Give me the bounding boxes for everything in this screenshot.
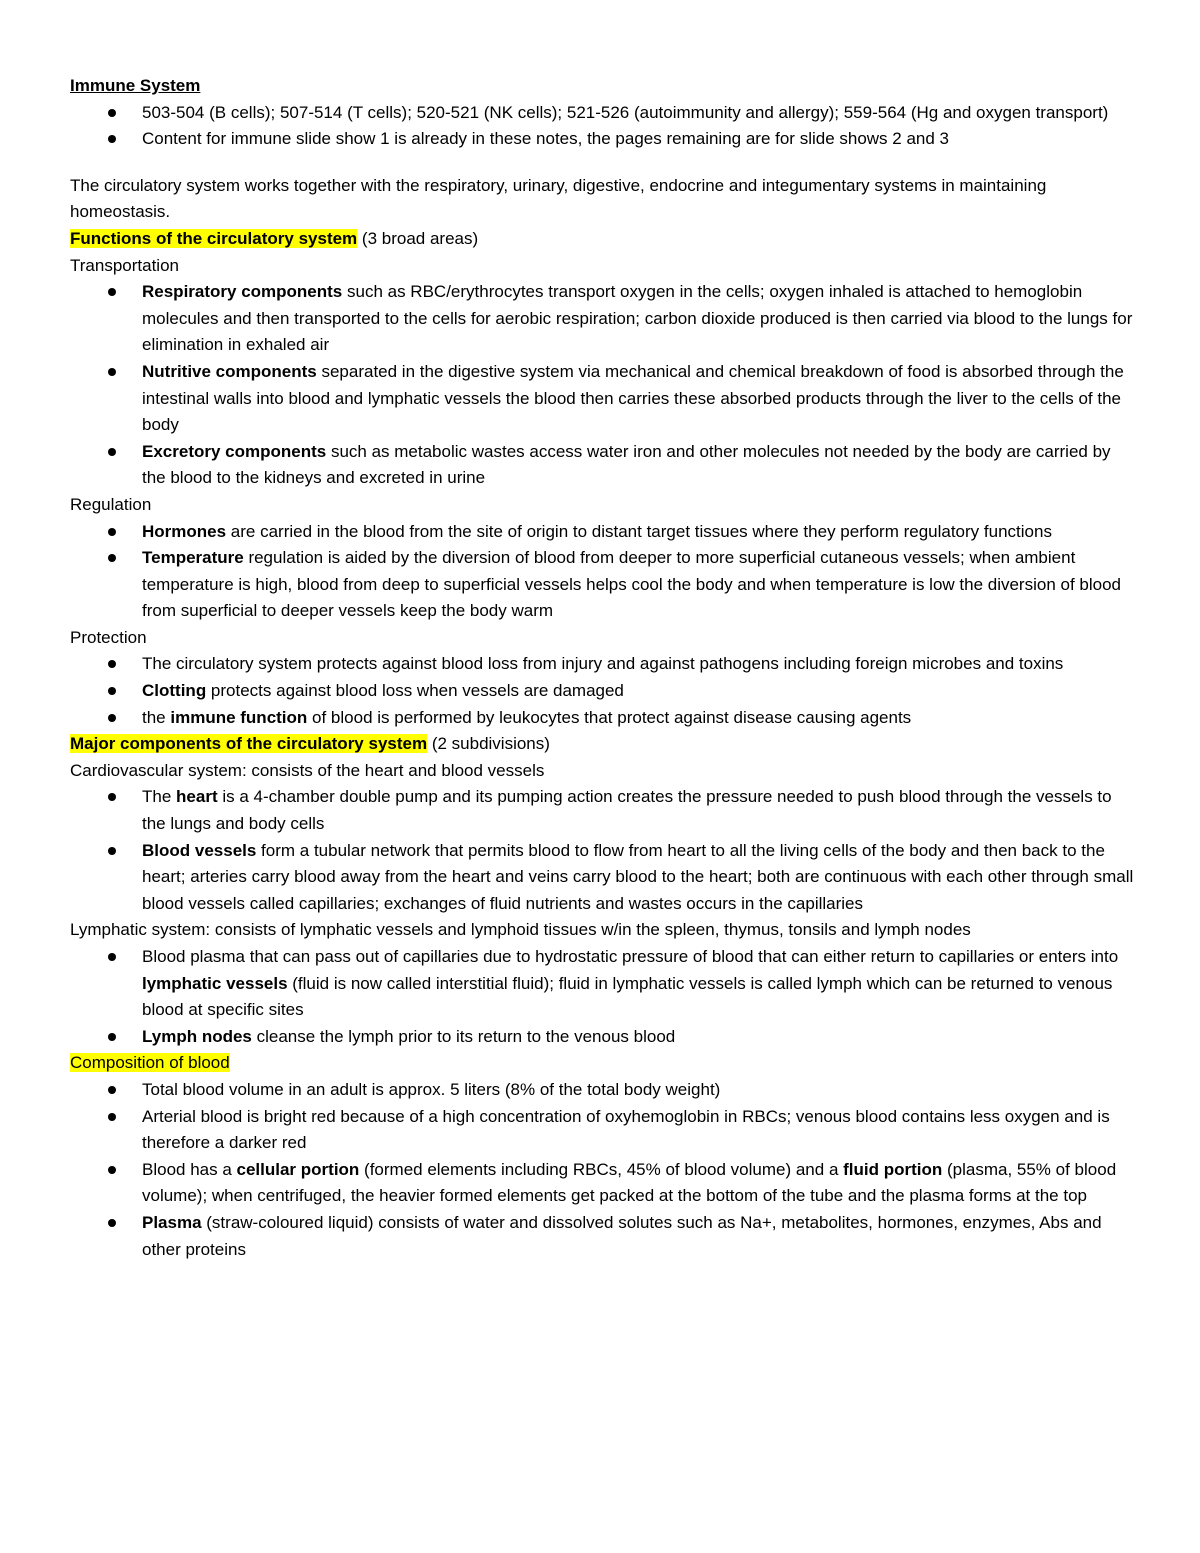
term: immune function [170,707,308,727]
spacer [70,153,1135,173]
subheading-lymphatic: Lymphatic system: consists of lymphatic vessels and lymphoid tissues w/in the spleen, thymus, tonsils and lymph nodes [70,920,971,940]
bullet-icon [108,714,116,722]
term: Plasma [142,1212,202,1232]
list-item [70,126,1135,153]
term: Temperature [142,548,244,568]
bullet-icon [108,528,116,536]
term: Respiratory components [142,282,343,302]
item-prefix: The [142,787,177,807]
item-text: are carried in the blood from the site of origin to distant target tissues where they perform regulatory functions [226,521,1052,541]
bullet-icon [108,1113,116,1121]
subheading-regulation: Regulation [70,494,152,514]
highlighted-heading: Major components of the circulatory system [70,734,428,754]
list-item [70,838,1135,918]
transport-list [70,279,1135,492]
document-body [70,73,1135,1263]
bullet-icon [108,687,116,695]
heading-composition [70,1050,1135,1077]
section-title-immune: Immune System [70,76,201,95]
heading-note: (2 subdivisions) [427,734,550,754]
term: Lymph nodes [142,1026,252,1046]
list-item [70,651,1135,678]
bullet-icon [108,135,116,143]
highlighted-heading: Functions of the circulatory system [70,228,358,248]
item-text: of blood is performed by leukocytes that protect against disease causing agents [307,707,912,727]
term: Blood vessels [142,840,257,860]
list-item [70,439,1135,492]
item-text: (straw-coloured liquid) consists of water and dissolved solutes such as Na+, metabolites, hormones, enzymes, Abs and other proteins [142,1212,1102,1259]
list-item [70,1077,1135,1104]
bullet-icon [108,368,116,376]
bullet-icon [108,660,116,668]
item-text: form a tubular network that permits blood to flow from heart to all the living cells of the body and then back to the heart; arteries carry blood away from the heart and veins carry blood to the heart; both are continuous with each other through small blood vessels called capillaries; exchanges of fluid nutrients and wastes occurs in the capillaries [142,840,1134,913]
highlighted-heading: Composition of blood [70,1053,230,1073]
bullet-icon [108,1033,116,1041]
bullet-icon [108,953,116,961]
item-prefix: Blood plasma that can pass out of capillaries due to hydrostatic pressure of blood that can either return to capillaries or enters into [142,947,1119,966]
list-item [70,944,1135,1024]
bullet-icon [108,109,116,117]
regulation-list [70,519,1135,625]
list-item [70,1210,1135,1263]
item-text: regulation is aided by the diversion of blood from deeper to more superficial cutaneous vessels; when ambient temperature is high, blood from deep to superficial vessels helps cool the body and when temperature is low the diversion of blood from superficial to deeper vessels keep the body warm [142,548,1122,621]
item-text: cleanse the lymph prior to its return to the venous blood [251,1026,676,1046]
heading-components [70,731,1135,758]
cardio-list [70,784,1135,917]
item-prefix: the [142,707,171,727]
subheading-transportation: Transportation [70,255,179,275]
list-item [70,359,1135,439]
list-item [70,784,1135,837]
subheading-protection: Protection [70,627,147,647]
item-prefix: Blood has a [142,1159,237,1179]
heading-note: (3 broad areas) [357,228,479,248]
intro-paragraph: The circulatory system works together with the respiratory, urinary, digestive, endocrine and integumentary systems in maintaining homeostasis. [70,175,1047,222]
lymph-list [70,944,1135,1050]
bullet-icon [108,554,116,562]
subheading-cardiovascular: Cardiovascular system: consists of the heart and blood vessels [70,760,545,780]
item-text: (fluid is now called interstitial fluid); fluid in lymphatic vessels is called lymph which can be returned to venous blood at specific sites [142,973,1113,1020]
protection-list [70,651,1135,731]
item-text: Arterial blood is bright red because of a high concentration of oxyhemoglobin in RBCs; venous blood contains less oxygen and is therefore a darker red [142,1106,1110,1153]
list-item [70,1157,1135,1210]
term: Excretory components [142,441,327,461]
list-item [70,279,1135,359]
term: Hormones [142,521,227,541]
bullet-icon [108,288,116,296]
composition-list [70,1077,1135,1263]
item-middle: (formed elements including RBCs, 45% of blood volume) and a [359,1159,844,1179]
list-item [70,519,1135,546]
item-text: Total blood volume in an adult is approx. 5 liters (8% of the total body weight) [142,1079,721,1099]
list-item [70,705,1135,732]
immune-list [70,100,1135,153]
bullet-icon [108,793,116,801]
heading-functions [70,226,1135,253]
bullet-icon [108,448,116,456]
item-text: 503-504 (B cells); 507-514 (T cells); 520-521 (NK cells); 521-526 (autoimmunity and allergy); 559-564 (Hg and oxygen transport) [142,102,1109,122]
list-item [70,545,1135,625]
list-item [70,1024,1135,1051]
item-text: The circulatory system protects against blood loss from injury and against pathogens including foreign microbes and toxins [142,654,1064,674]
bullet-icon [108,1219,116,1227]
term: heart [176,787,218,807]
list-item [70,1104,1135,1157]
bullet-icon [108,1166,116,1174]
term: fluid portion [843,1159,943,1179]
bullet-icon [108,847,116,855]
item-text: such as RBC/erythrocytes transport oxygen in the cells; oxygen inhaled is attached to hemoglobin molecules and then transported to the cells for aerobic respiration; carbon dioxide produced is then carried via blood to the lungs for elimination in exhaled air [142,282,1133,355]
list-item [70,678,1135,705]
bullet-icon [108,1086,116,1094]
item-text: such as metabolic wastes access water iron and other molecules not needed by the body are carried by the blood to the kidneys and excreted in urine [142,441,1111,488]
term: lymphatic vessels [142,973,288,993]
item-text: separated in the digestive system via mechanical and chemical breakdown of food is absorbed through the intestinal walls into blood and lymphatic vessels the blood then carries these absorbed products through the liver to the cells of the body [142,361,1124,435]
list-item [70,100,1135,127]
term: cellular portion [236,1159,360,1179]
term: Nutritive components [142,361,317,381]
item-text: Content for immune slide show 1 is already in these notes, the pages remaining are for slide shows 2 and 3 [142,129,950,149]
item-text: protects against blood loss when vessels are damaged [206,681,624,701]
term: Clotting [142,681,207,701]
item-text: (plasma, 55% of blood volume); when centrifuged, the heavier formed elements get packed at the bottom of the tube and the plasma forms at the top [142,1159,1117,1206]
item-text: is a 4-chamber double pump and its pumping action creates the pressure needed to push blood through the vessels to the lungs and body cells [142,787,1112,834]
